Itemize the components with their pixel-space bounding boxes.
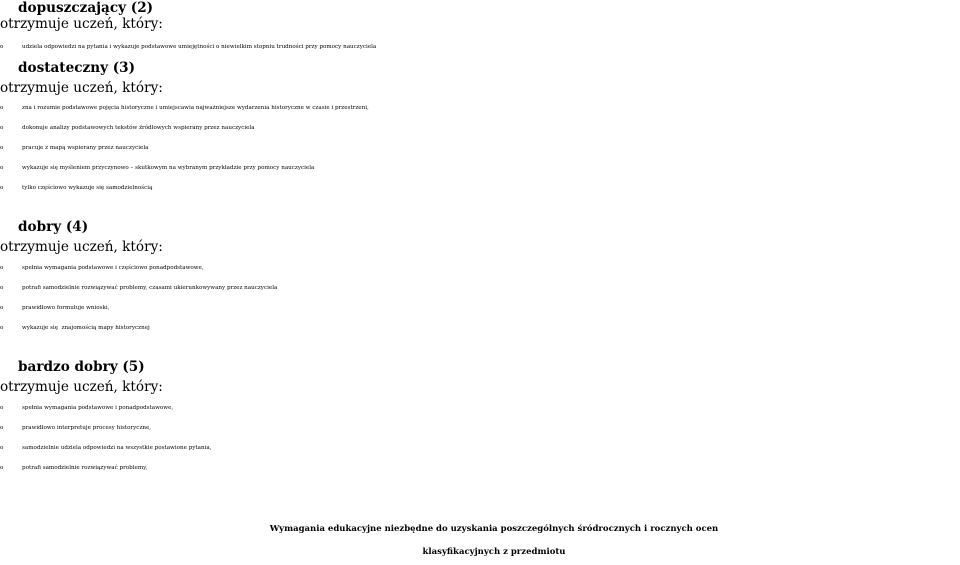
list-item-text: wykazuje się myśleniem przyczynowo – skutkowym na wybranym przykładzie przy pomocy nauczyciela — [22, 165, 315, 171]
list-item-text: potrafi samodzielnie rozwiązywać problemy, — [22, 465, 148, 471]
list-item-text: dokonuje analizy podstawowych tekstów źródłowych wspierany przez nauczyciela — [22, 125, 255, 131]
grade-heading-3: dostateczny (3) — [18, 60, 136, 76]
grade-heading-2: dopuszczający (2) — [18, 0, 154, 16]
bullet-marker: o — [0, 425, 4, 431]
list-item-text: spełnia wymagania podstawowe i częściowo ponadpodstawowe, — [22, 265, 204, 271]
grade-heading-5: bardzo dobry (5) — [18, 359, 145, 375]
list-item-text: samodzielnie udziela odpowiedzi na wszystkie postawione pytania, — [22, 445, 212, 451]
intro-label: otrzymuje uczeń, który: — [0, 379, 163, 395]
bullet-marker: o — [0, 44, 4, 50]
intro-label: otrzymuje uczeń, który: — [0, 16, 163, 32]
bullet-marker: o — [0, 305, 4, 311]
bullet-marker: o — [0, 325, 4, 331]
bullet-marker: o — [0, 405, 4, 411]
document-title-line-2: klasyfikacyjnych z przedmiotu — [422, 547, 566, 557]
bullet-marker: o — [0, 265, 4, 271]
bullet-marker: o — [0, 285, 4, 291]
bullet-marker: o — [0, 145, 4, 151]
bullet-marker: o — [0, 465, 4, 471]
grade-heading-4: dobry (4) — [18, 219, 89, 235]
list-item-text: prawidłowo interpretuje procesy historyczne, — [22, 425, 152, 431]
list-item-text: udziela odpowiedzi na pytania i wykazuje podstawowe umiejętności o niewielkim stopniu trudności przy pomocy nauczyciela — [22, 44, 377, 50]
list-item-text: potrafi samodzielnie rozwiązywać problemy, czasami ukierunkowywany przez nauczyciela — [22, 285, 278, 291]
bullet-marker: o — [0, 125, 4, 131]
intro-label: otrzymuje uczeń, który: — [0, 80, 163, 96]
list-item-text: tylko częściowo wykazuje się samodzielnością — [22, 185, 153, 191]
intro-label: otrzymuje uczeń, który: — [0, 239, 163, 255]
list-item-text: zna i rozumie podstawowe pojęcia historyczne i umiejscawia najważniejsze wydarzenia historyczne w czasie i przestrzeni, — [22, 105, 369, 111]
list-item-text: wykazuje się znajomością mapy historycznej — [22, 325, 150, 331]
bullet-marker: o — [0, 105, 4, 111]
list-item-text: spełnia wymagania podstawowe i ponadpodstawowe, — [22, 405, 174, 411]
bullet-marker: o — [0, 445, 4, 451]
list-item-text: pracuje z mapą wspierany przez nauczyciela — [22, 145, 149, 151]
bullet-marker: o — [0, 165, 4, 171]
bullet-marker: o — [0, 185, 4, 191]
document-title-line-1: Wymagania edukacyjne niezbędne do uzyskania poszczególnych śródrocznych i rocznych ocen — [269, 524, 719, 534]
list-item-text: prawidłowo formułuje wnioski, — [22, 305, 110, 311]
